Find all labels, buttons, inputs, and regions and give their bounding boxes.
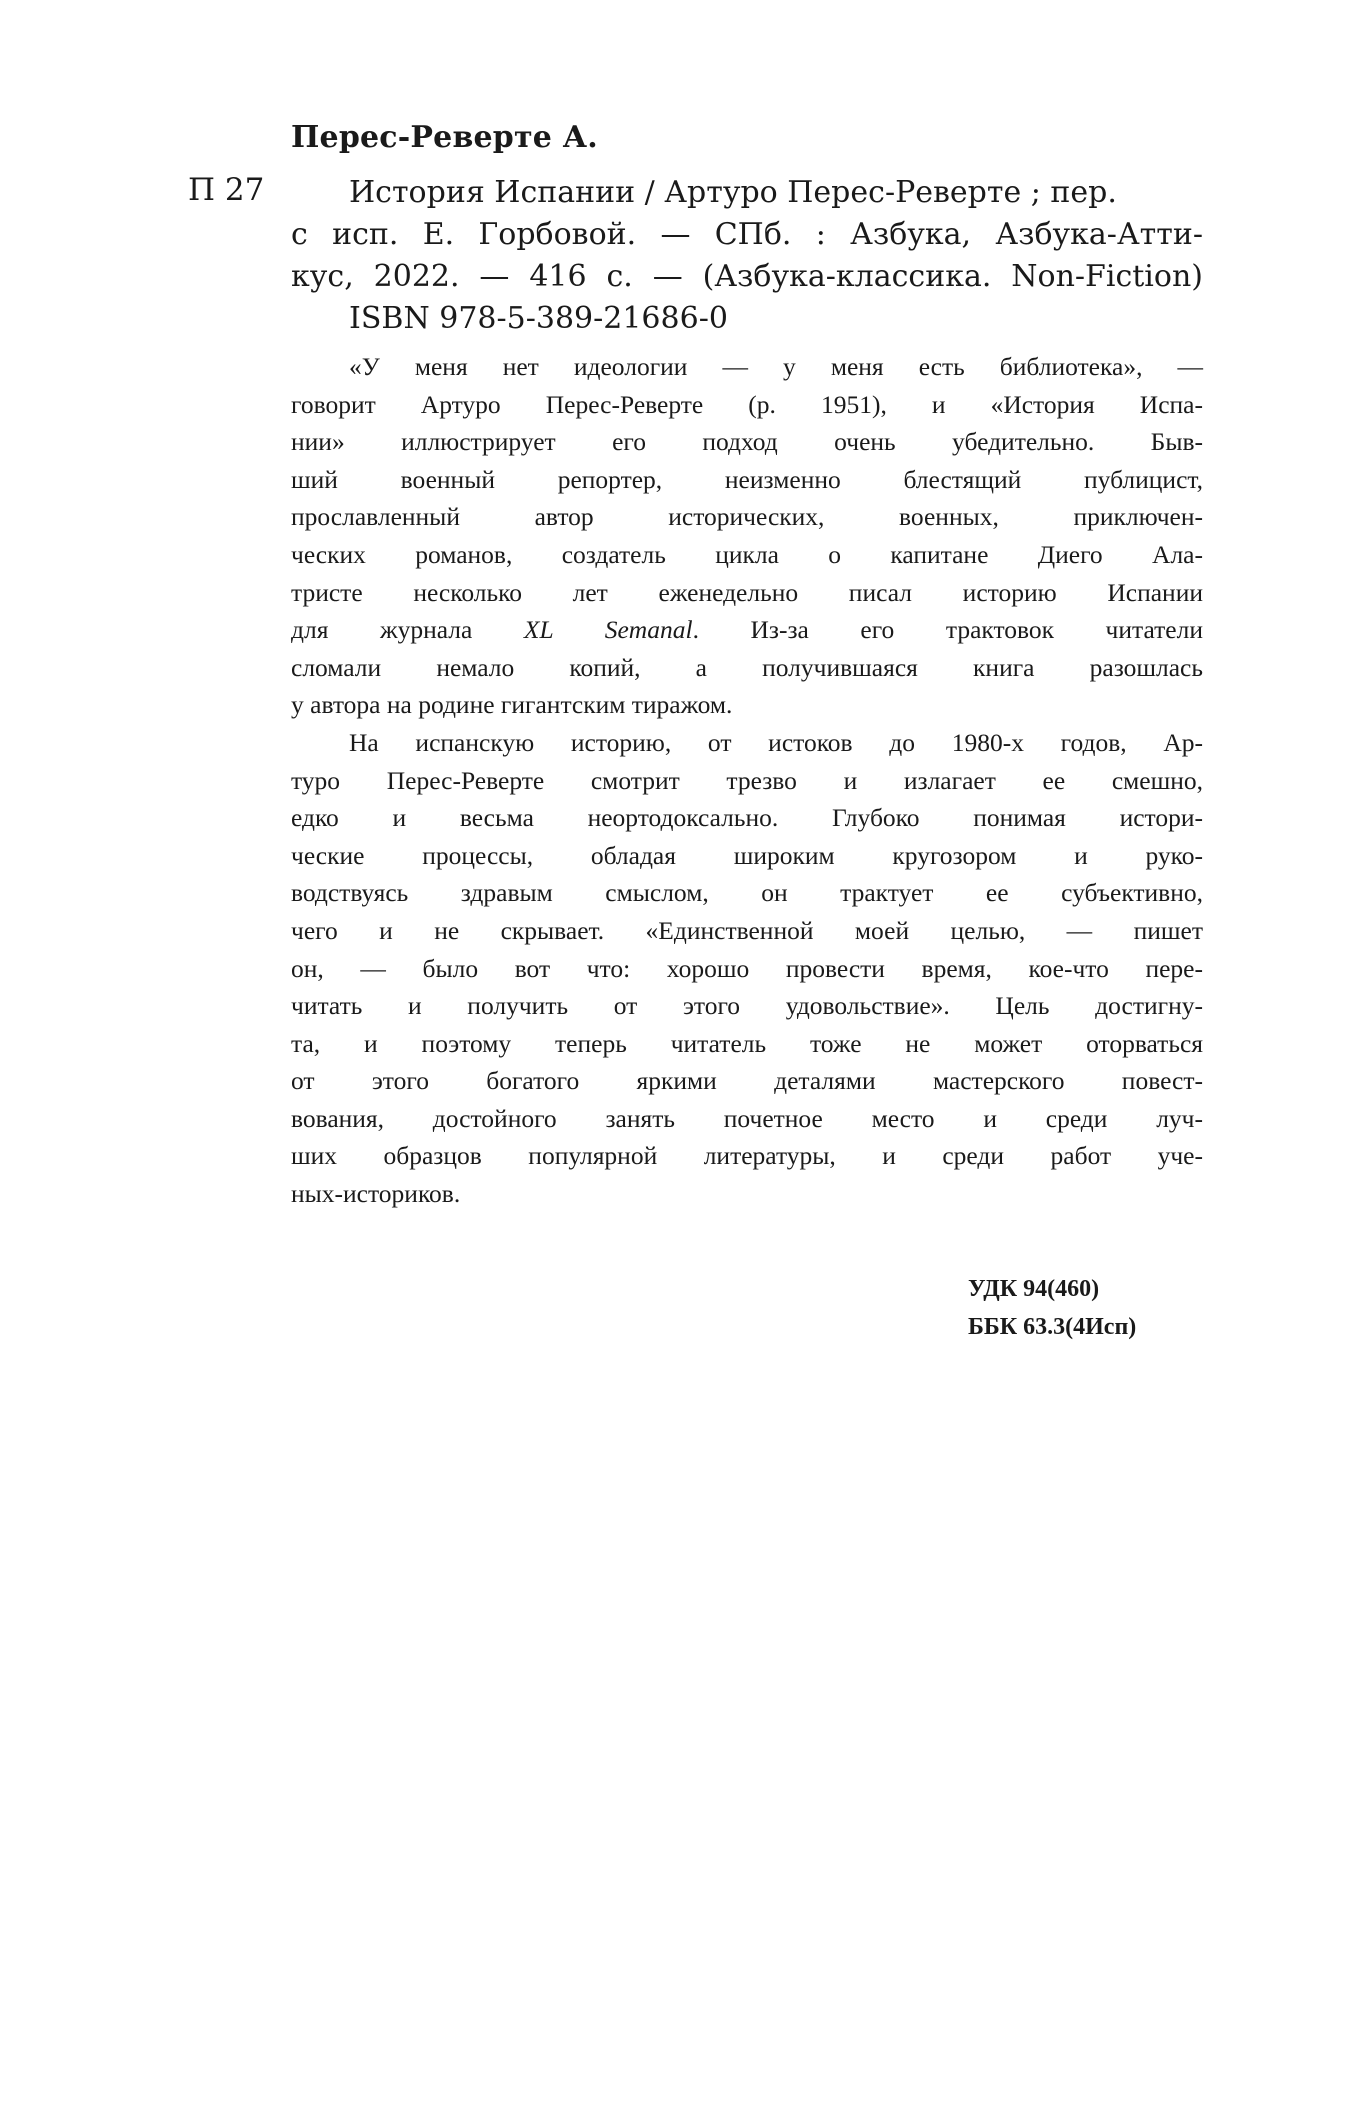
author-mark-code: П 27 [188, 172, 265, 208]
journal-suffix: . Из-за его трактовок читатели [692, 615, 1203, 645]
annotation-line: прославленный автор исторических, военных, приключен- [291, 502, 1203, 532]
annotation-line: читать и получить от этого удовольствие». Цель достигну- [291, 991, 1203, 1021]
annotation-line: ческих романов, создатель цикла о капитане Диего Ала- [291, 539, 1203, 569]
annotation-line: у автора на родине гигантским тиражом. [291, 690, 733, 720]
annotation-line: нии» иллюстрирует его подход очень убедительно. Быв- [291, 427, 1203, 457]
annotation-line: ческие процессы, обладая широким кругозором и руко- [291, 840, 1203, 870]
annotation-line: вования, достойного занять почетное место и среди луч- [291, 1103, 1203, 1133]
bibliographic-description [291, 172, 1203, 340]
author-heading: Перес-Реверте А. [291, 120, 598, 155]
annotation-line: ших образцов популярной литературы, и среди работ уче- [291, 1141, 1203, 1171]
classification-codes [968, 1270, 1136, 1346]
bbk-code: ББК 63.3(4Исп) [968, 1314, 1137, 1340]
annotation-line: от этого богатого яркими деталями мастерского повест- [291, 1066, 1203, 1096]
journal-name: XL Semanal [523, 615, 693, 645]
annotation-line: он, — было вот что: хорошо провести время, кое-что пере- [291, 953, 1203, 983]
annotation-line: водствуясь здравым смыслом, он трактует ее субъективно, [291, 878, 1203, 908]
bib-line-isbn: ISBN 978-5-389-21686-0 [349, 301, 728, 336]
annotation-line: ший военный репортер, неизменно блестящий публицист, [291, 464, 1203, 494]
udk-code: УДК 94(460) [968, 1276, 1100, 1302]
journal-prefix: для журнала [291, 615, 524, 645]
annotation-line: говорит Артуро Перес-Реверте (р. 1951), и «История Испа- [291, 389, 1203, 419]
annotation-line: тристе несколько лет еженедельно писал историю Испании [291, 577, 1203, 607]
annotation-line: сломали немало копий, а получившаяся книга разошлась [291, 652, 1203, 682]
annotation [291, 348, 1203, 1213]
annotation-line: чего и не скрывает. «Единственной моей целью, — пишет [291, 915, 1203, 945]
bib-line-translator: с исп. Е. Горбовой. — СПб. : Азбука, Азбука-Атти- [291, 217, 1203, 252]
annotation-line-journal [291, 611, 1203, 649]
bib-line-title: История Испании / Артуро Перес-Реверте ; пер. [349, 175, 1117, 210]
annotation-line: ных-историков. [291, 1179, 461, 1209]
annotation-line: та, и поэтому теперь читатель тоже не может оторваться [291, 1028, 1203, 1058]
annotation-line: едко и весьма неортодоксально. Глубоко понимая истори- [291, 803, 1203, 833]
bib-line-series: кус, 2022. — 416 с. — (Азбука-классика. Non-Fiction) [291, 259, 1203, 294]
annotation-line: туро Перес-Реверте смотрит трезво и излагает ее смешно, [291, 765, 1203, 795]
annotation-line: «У меня нет идеологии — у меня есть библиотека», — [349, 352, 1203, 381]
annotation-line: На испанскую историю, от истоков до 1980-х годов, Ар- [349, 727, 1203, 757]
